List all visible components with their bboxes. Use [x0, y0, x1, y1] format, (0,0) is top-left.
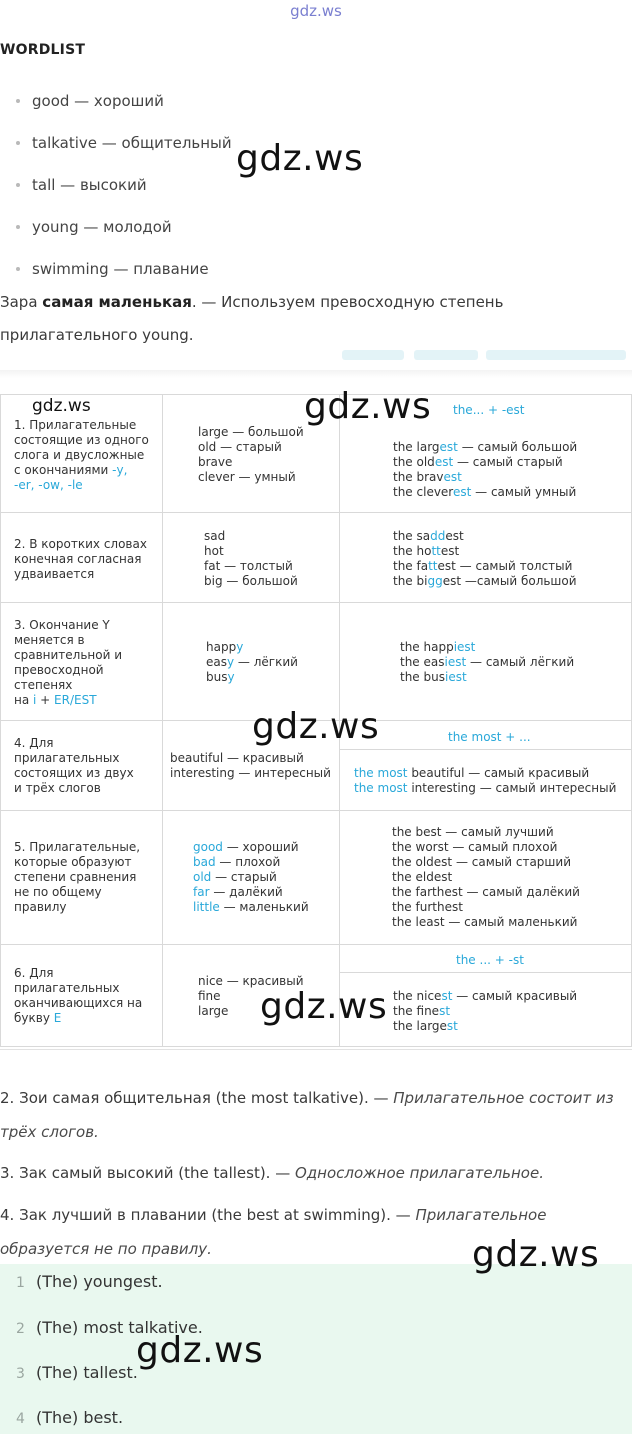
watermark: gdz.ws — [252, 706, 380, 747]
watermark: gdz.ws — [304, 386, 432, 427]
intro-line-2: прилагательного young. — [0, 326, 194, 344]
words-cell: nice — красивый fine large — [198, 974, 304, 1018]
explanation-2: 2. Зои самая общительная (the most talkative). — Прилагательное состоит из — [0, 1089, 614, 1107]
answers-block — [0, 1264, 632, 1434]
bullet-icon — [16, 99, 20, 103]
forms-cell: the happiest the easiest — самый лёгкий the busiest — [400, 640, 575, 684]
bullet-icon — [16, 141, 20, 145]
answer-item: 1 (The) youngest. — [16, 1272, 163, 1291]
intro-line-1: Зара самая маленькая. — Используем превосходную степень — [0, 293, 504, 311]
rule-cell: 1. Прилагательные состоящие из одного слога и двусложные с окончаниями -y, -er, -ow, -le — [14, 418, 149, 492]
watermark: gdz.ws — [236, 138, 364, 179]
explanation-3: 3. Зак самый высокий (the tallest). — Односложное прилагательное. — [0, 1164, 544, 1182]
answer-item: 2 (The) most talkative. — [16, 1318, 203, 1337]
intro-bold: самая маленькая — [42, 293, 192, 311]
wordlist-item-text: good — хороший — [32, 92, 164, 110]
rule-cell: 4. Для прилагательных состоящих из двух и трёх слогов — [14, 736, 134, 795]
words-cell: good — хороший bad — плохой old — старый far — далёкий little — маленький — [193, 840, 309, 914]
words-cell: happy easy — лёгкий busy — [206, 640, 298, 684]
forms-cell: the largest — самый большой the oldest — самый старый the bravest the cleverest — самый умный — [393, 440, 578, 499]
wordlist-item — [16, 260, 209, 278]
header-est: the... + -est — [453, 403, 525, 417]
forms-cell: the saddest the hottest the fattest — самый толстый the biggest —самый большой — [393, 529, 577, 588]
wordlist-item-text: talkative — общительный — [32, 134, 232, 152]
forms-cell: the most beautiful — самый красивый the most interesting — самый интересный — [354, 766, 617, 795]
watermark: gdz.ws — [32, 396, 91, 416]
explanation-4: 4. Зак лучший в плавании (the best at swimming). — Прилагательное — [0, 1206, 547, 1224]
explanation-4-cont: образуется не по правилу. — [0, 1240, 212, 1258]
wordlist-item-text: young — молодой — [32, 218, 172, 236]
wordlist-title: WORDLIST — [0, 42, 86, 58]
forms-cell: the nicest — самый красивый the finest the largest — [393, 989, 578, 1033]
watermark: gdz.ws — [136, 1330, 264, 1371]
words-cell: beautiful — красивый interesting — интересный — [170, 751, 331, 780]
words-cell: sad hot fat — толстый big — большой — [204, 529, 298, 588]
words-cell: large — большой old — старый brave clever — умный — [198, 425, 304, 484]
site-header-link[interactable]: gdz.ws — [290, 2, 342, 20]
rule-cell: 6. Для прилагательных оканчивающихся на букву E — [14, 966, 143, 1025]
bullet-icon — [16, 267, 20, 271]
header-most: the most + ... — [448, 730, 531, 744]
explanation-2-cont: трёх слогов. — [0, 1123, 99, 1141]
forms-cell: the best — самый лучший the worst — самый плохой the oldest — самый старший the eldest the farthest — самый далёкий the furthest the least — самый маленький — [392, 825, 580, 929]
bullet-icon — [16, 225, 20, 229]
tab-pill-decor — [414, 350, 478, 360]
answer-item: 4 (The) best. — [16, 1408, 124, 1427]
rule-cell: 2. В коротких словах конечная согласная удваивается — [14, 537, 147, 581]
wordlist-item — [16, 218, 172, 236]
wordlist-item-text: swimming — плавание — [32, 260, 209, 278]
header-st: the ... + -st — [456, 953, 524, 967]
answer-item: 3 (The) tallest. — [16, 1363, 138, 1382]
wordlist-item — [16, 92, 164, 110]
watermark: gdz.ws — [260, 986, 388, 1027]
rule-cell: 3. Окончание Y меняется в сравнительной и превосходной степенях на i + ER/EST — [14, 618, 122, 707]
bullet-icon — [16, 183, 20, 187]
wordlist-item — [16, 176, 147, 194]
wordlist-item-text: tall — высокий — [32, 176, 147, 194]
rule-cell: 5. Прилагательные, которые образуют степени сравнения не по общему правилу — [14, 840, 141, 914]
wordlist-item — [16, 134, 232, 152]
tab-pill-decor — [486, 350, 626, 360]
tab-pill-decor — [342, 350, 404, 360]
watermark: gdz.ws — [472, 1234, 600, 1275]
